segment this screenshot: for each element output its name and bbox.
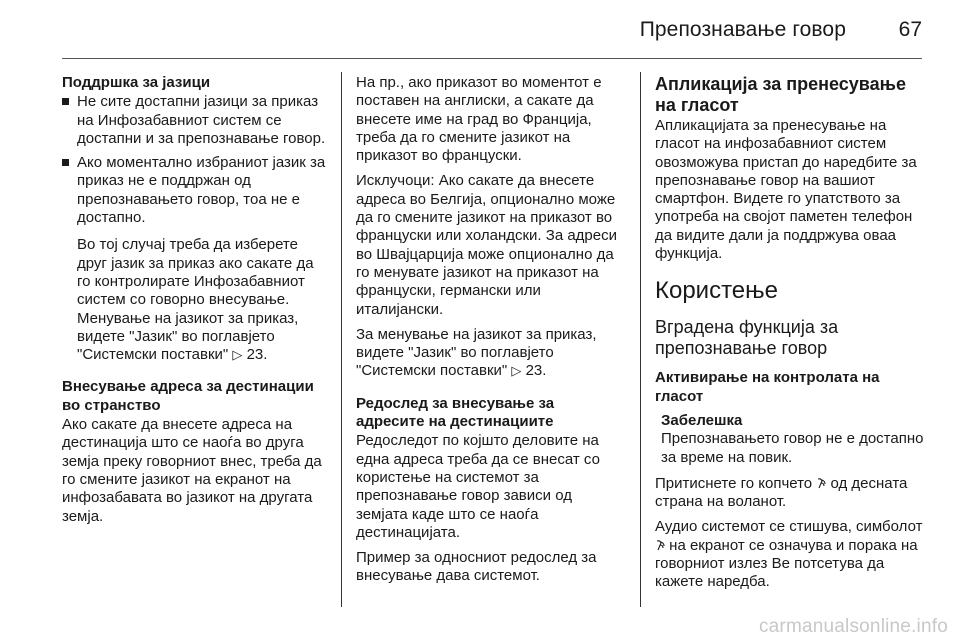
section-heading: Редослед за внесување за адресите на дестинациите [356, 394, 555, 431]
chapter-heading: Користење [655, 277, 778, 305]
column-3 [655, 74, 927, 599]
bullet-icon [62, 159, 69, 166]
arrow-right-icon: ▷ [511, 363, 522, 379]
header-divider [62, 58, 922, 59]
paragraph: Редоследот по којшто деловите на една адреса треба да се внесат со користење на системот за препознавање говор зависи од земјата каде што се наоѓа дестинацијата. [356, 432, 600, 541]
column-1 [62, 74, 328, 533]
page-number: 67 [898, 18, 922, 41]
voice-control-icon [816, 477, 826, 490]
paragraph: Притиснете го копчето од десната страна на воланот. [655, 474, 908, 511]
list-item: Не сите достапни јазици за приказ на Инфозабавниот систем се достапни и за препознавање говор. [62, 93, 328, 148]
list-item: Ако моментално избраниот јазик за приказ не е поддржан од препознавањето говор, тоа не е достапно. [62, 154, 328, 227]
page-reference: 23. [525, 362, 547, 380]
page-header [62, 14, 922, 54]
arrow-right-icon: ▷ [232, 347, 243, 363]
watermark: carmanualsonline.info [758, 616, 948, 637]
paragraph: Ако сакате да внесете адреса на дестинација што се наоѓа во друга земја преку говорниот внес, треба да го смените јазикот на екранот на инфозабавата во јазикот на другата земја. [62, 416, 322, 525]
section-heading: Поддршка за јазици [62, 74, 211, 91]
page-reference: 23. [246, 346, 268, 364]
paragraph: Пример за односниот редослед за внесување дава системот. [356, 549, 597, 585]
paragraph: Апликацијата за пренесување на гласот на инфозабавниот систем овозможува пристап до наредбите за препознавање говор на вашиот смартфон. Видете го упатството за употреба на својот паметен телефон да видите дали ја поддржува оваа функција. [655, 117, 917, 263]
paragraph: Аудио системот се стишува, симболот на екранот се означува и порака на говорниот излез Ве потсетува да кажете наредба. [655, 518, 923, 591]
paragraph: Исклучоци: Ако сакате да внесете адреса во Белгија, опционално може да го смените јазикот на приказот во француски или холандски. За адреси во Швајцарција може опционално да го менувате јазикот на приказот на француски, германски или италијански. [356, 172, 617, 318]
bullet-icon [62, 98, 69, 105]
note-title: Забелешка [661, 411, 743, 429]
section-heading: Внесување адреса за дестинации во странство [62, 378, 314, 414]
bullet-list [62, 93, 328, 227]
column-divider [640, 72, 641, 607]
voice-control-icon [655, 539, 665, 552]
paragraph: На пр., ако приказот во моментот е поставен на англиски, а сакате да внесете име на град во Франција, треба да го смените јазикот на приказот во француски. [356, 74, 602, 165]
note-box [655, 412, 927, 467]
subsection-heading: Вградена функција за препознавање говор [655, 317, 839, 359]
note-text: Препознавањето говор не е достапно за време на повик. [661, 430, 924, 466]
section-heading: Активирање на контролата на гласот [655, 369, 880, 405]
paragraph: Во тој случај треба да изберете друг јазик за приказ ако сакате да го контролирате Инфозабавниот систем со говорно внесување. Менување на јазикот за приказ, видете "Јазик" во поглавјето "Системски поставки" ▷ 23. [77, 236, 314, 364]
section-heading: Апликација за пренесување на гласот [655, 74, 906, 115]
paragraph: За менување на јазикот за приказ, видете "Јазик" во поглавјето "Системски поставки" ▷ 23. [356, 325, 597, 380]
column-2 [356, 74, 626, 593]
page-title: Препознавање говор [639, 18, 846, 41]
column-divider [341, 72, 342, 607]
